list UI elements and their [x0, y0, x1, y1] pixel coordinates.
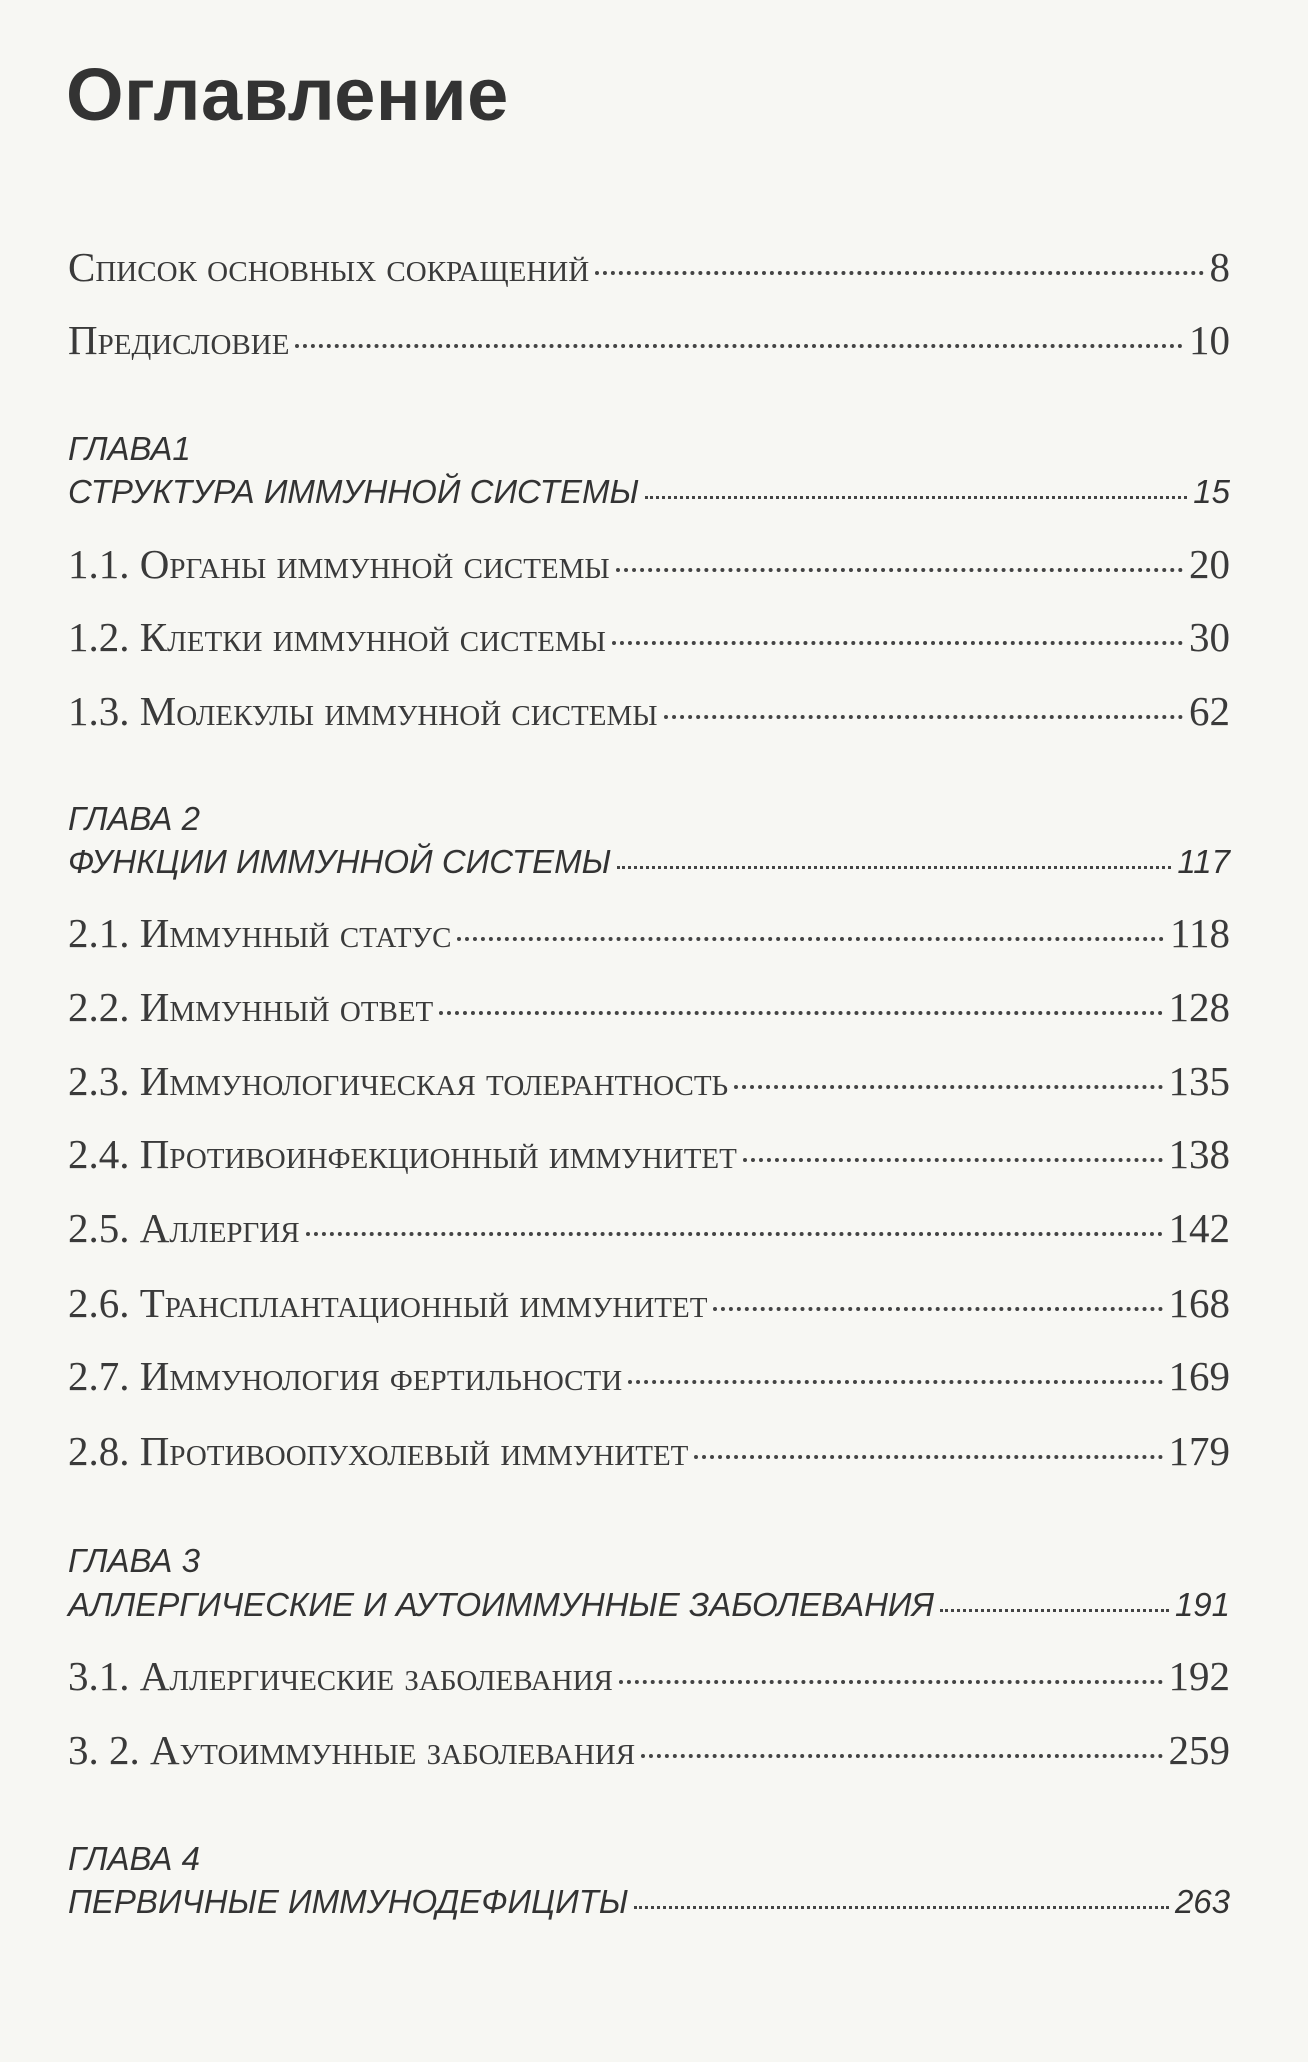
entry-page-number: 179 [1168, 1428, 1230, 1474]
entry-page-number: 135 [1168, 1058, 1230, 1104]
entry-label: 1.2. Клетки иммунной системы [68, 614, 606, 660]
entry-label: 2.6. Трансплантационный иммунитет [68, 1280, 708, 1326]
entry-label: 2.1. Иммунный статус [68, 910, 452, 956]
entry-label: 1.3. Молекулы иммунной системы [68, 688, 658, 734]
dot-leader [295, 344, 1183, 348]
entry-page-number: 128 [1168, 984, 1230, 1030]
dot-leader [595, 271, 1203, 275]
dot-leader [616, 568, 1183, 572]
entry-label: Список основных сокращений [68, 244, 590, 290]
entry-label: 3. 2. Аутоиммунные заболевания [68, 1727, 636, 1773]
entry-page-number: 168 [1168, 1280, 1230, 1326]
dot-leader [306, 1232, 1163, 1236]
toc-entry[interactable] [68, 316, 1230, 364]
entry-label: 2.8. Противоопухолевый иммунитет [68, 1428, 689, 1474]
entry-page-number: 169 [1168, 1353, 1230, 1399]
dot-leader [641, 1754, 1162, 1758]
section-entry[interactable] [68, 1057, 1230, 1105]
entry-label: 2.4. Противоинфекционный иммунитет [68, 1131, 737, 1177]
entry-page-number: 192 [1168, 1653, 1230, 1699]
toc-entry[interactable] [68, 243, 1230, 291]
section-entry[interactable] [68, 1726, 1230, 1774]
entry-label: 2.3. Иммунологическая толерантность [68, 1058, 729, 1104]
entry-label: 3.1. Аллергические заболевания [68, 1653, 613, 1699]
entry-page-number: 117 [1177, 843, 1230, 880]
entry-label: 2.7. Иммунология фертильности [68, 1353, 623, 1399]
entry-label: АЛЛЕРГИЧЕСКИЕ И АУТОИММУННЫЕ ЗАБОЛЕВАНИЯ [68, 1586, 935, 1623]
entry-label: 2.5. Аллергия [68, 1205, 300, 1251]
dot-leader [439, 1011, 1162, 1015]
chapter-entry[interactable] [68, 473, 1230, 511]
dot-leader [619, 1680, 1163, 1684]
entry-label: ПЕРВИЧНЫЕ ИММУНОДЕФИЦИТЫ [68, 1883, 629, 1920]
dot-leader [457, 937, 1164, 941]
entry-page-number: 20 [1189, 541, 1230, 587]
entry-page-number: 10 [1189, 317, 1230, 363]
entry-page-number: 191 [1174, 1586, 1230, 1623]
entry-page-number: 263 [1174, 1883, 1230, 1920]
section-entry[interactable] [68, 1279, 1230, 1327]
chapter-heading: ГЛАВА 3 [68, 1542, 200, 1579]
entry-label: СТРУКТУРА ИММУННОЙ СИСТЕМЫ [68, 473, 639, 510]
entry-page-number: 30 [1189, 614, 1230, 660]
section-entry[interactable] [68, 687, 1230, 735]
section-entry[interactable] [68, 1427, 1230, 1475]
dot-leader [617, 866, 1171, 869]
entry-label: Предисловие [68, 317, 290, 363]
chapter-entry[interactable] [68, 1586, 1230, 1624]
entry-label: 2.2. Иммунный ответ [68, 984, 434, 1030]
dot-leader [628, 1380, 1162, 1384]
entry-page-number: 259 [1168, 1727, 1230, 1773]
section-entry[interactable] [68, 909, 1230, 957]
entry-label: 1.1. Органы иммунной системы [68, 541, 610, 587]
dot-leader [694, 1455, 1162, 1459]
section-entry[interactable] [68, 1204, 1230, 1252]
dot-leader [634, 1906, 1169, 1909]
entry-page-number: 62 [1189, 688, 1230, 734]
section-entry[interactable] [68, 1352, 1230, 1400]
chapter-entry[interactable] [68, 1883, 1230, 1921]
dot-leader [612, 641, 1183, 645]
chapter-heading: ГЛАВА1 [68, 430, 191, 467]
section-entry[interactable] [68, 540, 1230, 588]
chapter-heading: ГЛАВА 4 [68, 1840, 200, 1877]
chapter-entry[interactable] [68, 843, 1230, 881]
entry-page-number: 8 [1209, 244, 1230, 290]
dot-leader [664, 715, 1183, 719]
dot-leader [734, 1085, 1162, 1089]
entry-page-number: 142 [1168, 1205, 1230, 1251]
section-entry[interactable] [68, 1652, 1230, 1700]
page-title: Оглавление [66, 53, 509, 136]
dot-leader [743, 1158, 1163, 1162]
dot-leader [940, 1609, 1169, 1612]
section-entry[interactable] [68, 613, 1230, 661]
chapter-heading: ГЛАВА 2 [68, 800, 200, 837]
entry-page-number: 138 [1168, 1131, 1230, 1177]
dot-leader [645, 496, 1188, 499]
section-entry[interactable] [68, 983, 1230, 1031]
entry-label: ФУНКЦИИ ИММУННОЙ СИСТЕМЫ [68, 843, 611, 880]
section-entry[interactable] [68, 1130, 1230, 1178]
entry-page-number: 118 [1170, 910, 1230, 956]
entry-page-number: 15 [1193, 473, 1230, 510]
dot-leader [713, 1307, 1162, 1311]
